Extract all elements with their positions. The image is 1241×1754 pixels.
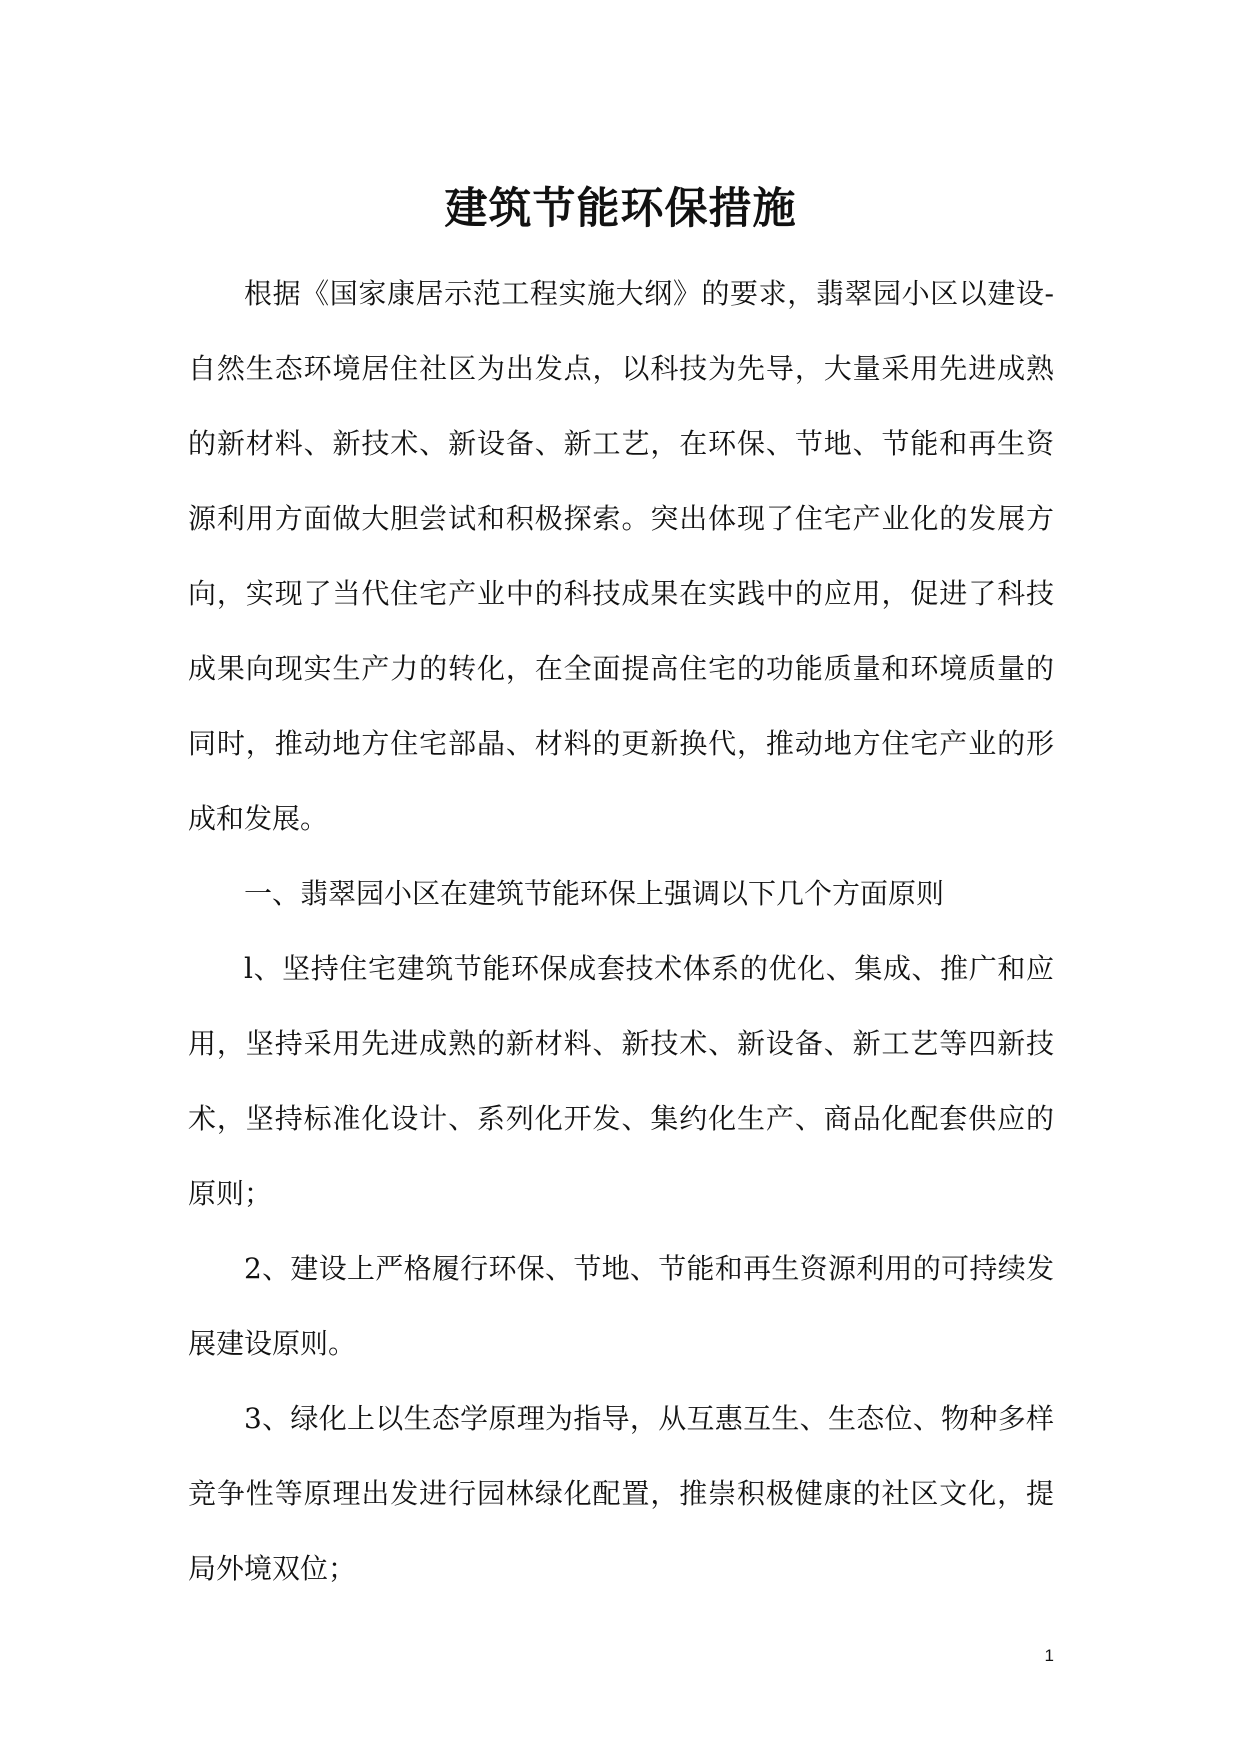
paragraph-principle-1: l、坚持住宅建筑节能环保成套技术体系的优化、集成、推广和应用，坚持采用先进成熟的新材料、新技术、新设备、新工艺等四新技术，坚持标准化设计、系列化开发、集约化生产、商品化配套供应的原则； <box>188 952 1054 1210</box>
page-number: 1 <box>1044 1646 1054 1665</box>
section-heading-principles: 一、翡翠园小区在建筑节能环保上强调以下几个方面原则 <box>244 877 945 910</box>
document-body <box>188 256 1054 1606</box>
paragraph-principle-3: 3、绿化上以生态学原理为指导，从互惠互生、生态位、物种多样竞争性等原理出发进行园林绿化配置，推崇积极健康的社区文化，提局外境双位； <box>188 1402 1054 1585</box>
document-title: 建筑节能环保措施 <box>444 183 797 234</box>
paragraph-intro: 根据《国家康居示范工程实施大纲》的要求，翡翠园小区以建设-自然生态环境居住社区为出发点，以科技为先导，大量采用先进成熟的新材料、新技术、新设备、新工艺，在环保、节地、节能和再生资源利用方面做大胆尝试和积极探索。突出体现了住宅产业化的发展方向，实现了当代住宅产业中的科技成果在实践中的应用，促进了科技成果向现实生产力的转化，在全面提高住宅的功能质量和环境质量的同时，推动地方住宅部晶、材料的更新换代，推动地方住宅产业的形成和发展。 <box>188 277 1054 835</box>
paragraph-principle-2: 2、建设上严格履行环保、节地、节能和再生资源利用的可持续发展建设原则。 <box>188 1252 1054 1360</box>
